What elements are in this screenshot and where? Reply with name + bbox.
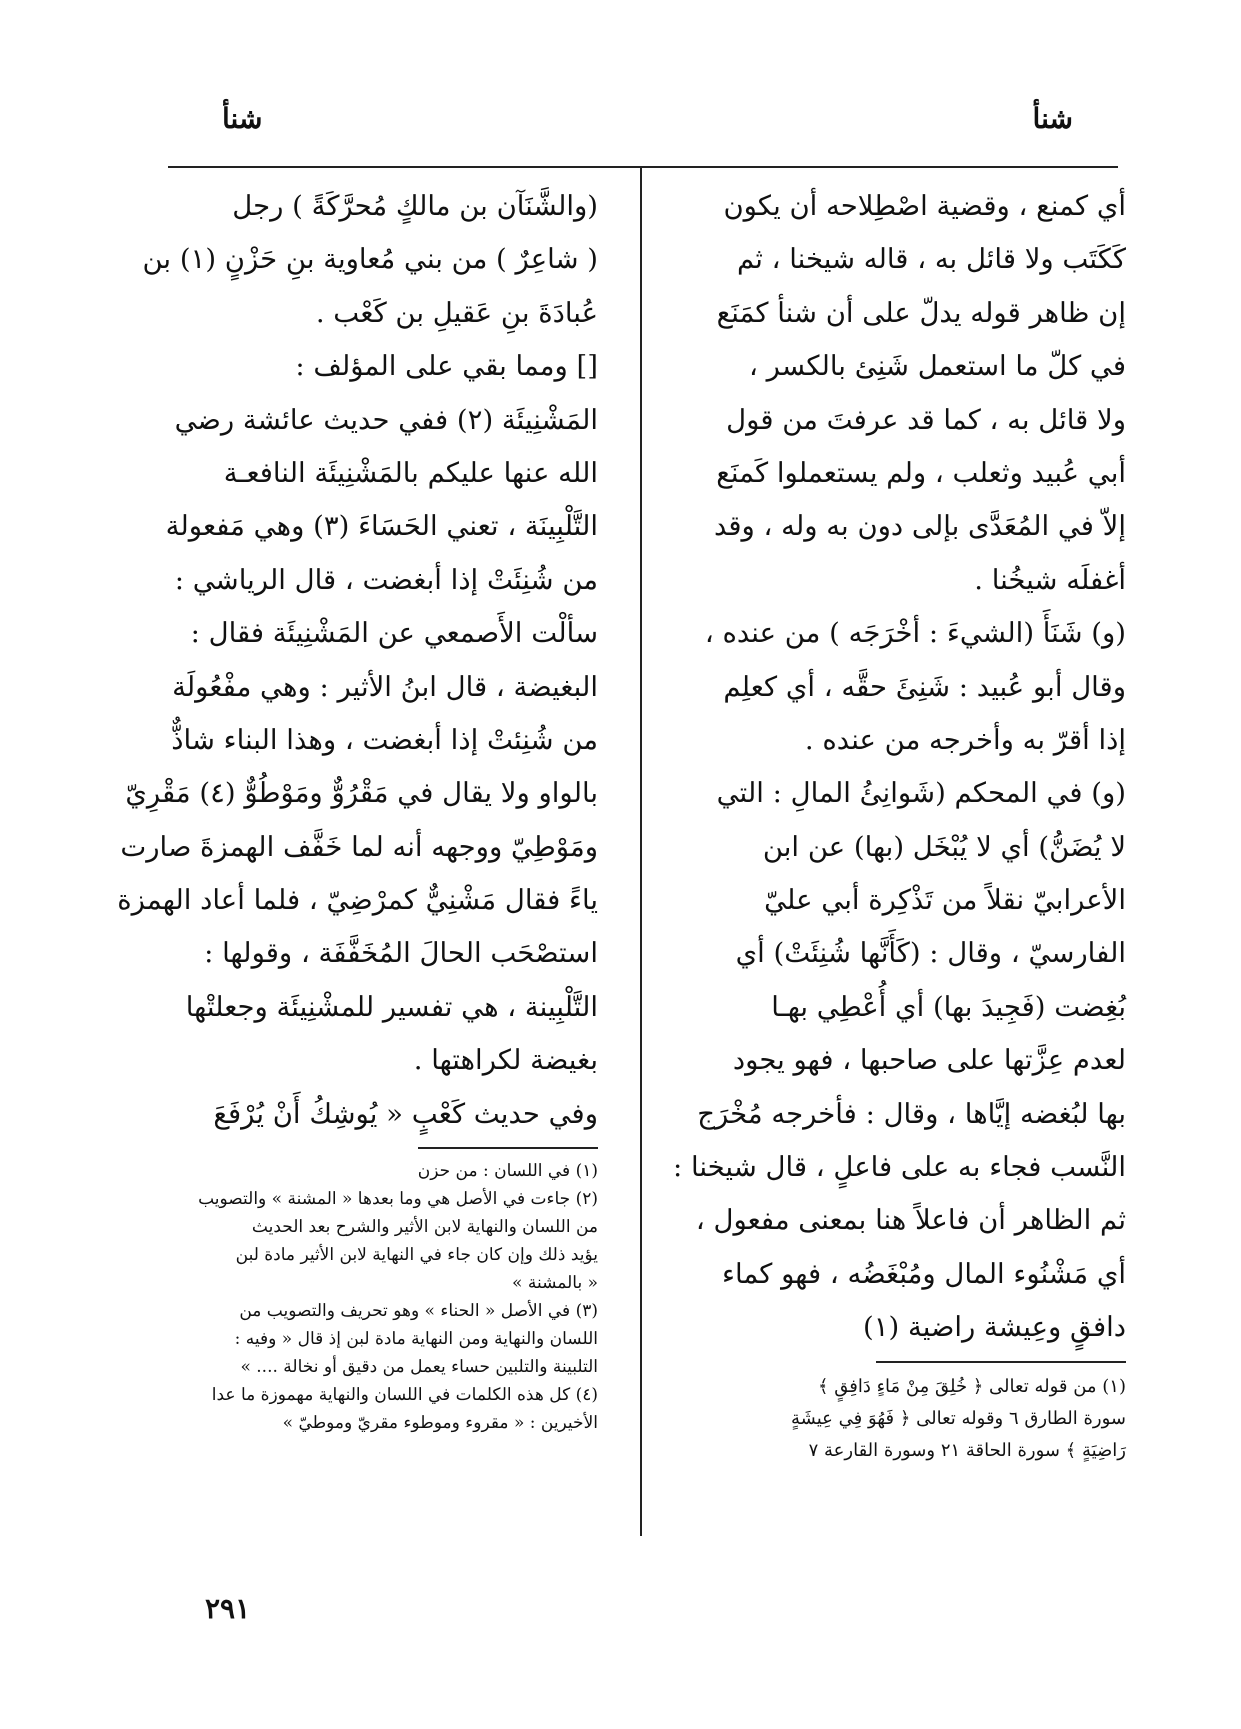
footnote-line: (٢) جاءت في الأصل هي وما بعدها « المشنة » والتصويب bbox=[198, 1189, 598, 1210]
text-line: دافقٍ وعِيشة راضية (١) bbox=[862, 1311, 1126, 1344]
text-line: (والشَّنَآن بن مالكٍ مُحرَّكَةً ) رجل bbox=[232, 190, 598, 222]
text-line: إذا أقرّ به وأخرجه من عنده . bbox=[804, 723, 1126, 756]
text-line: المَشْنِيئَة (٢) ففي حديث عائشة رضي bbox=[174, 403, 598, 436]
text-line: (و) في المحكم (شَوانِئُ المالِ : التي bbox=[716, 777, 1126, 810]
footnote-line: (٤) كل هذه الكلمات في اللسان والنهاية مهموزة ما عدا bbox=[211, 1385, 598, 1406]
text-line: أغفلَه شيخُنا . bbox=[974, 563, 1126, 596]
text-line: بغيضة لكراهتها . bbox=[413, 1044, 598, 1077]
text-line: [] ومما بقي على المؤلف : bbox=[295, 350, 598, 383]
text-line: التَّلْبِينَة ، تعني الحَسَاءَ (٣) وهي مَفعولة bbox=[165, 510, 598, 543]
text-line: من شُنِئتْ إذا أبغضت ، وهذا البناء شاذٌّ bbox=[171, 723, 598, 756]
text-line: أي مَشْنُوء المال ومُبْغَضُه ، فهو كماء bbox=[722, 1257, 1126, 1290]
text-line: في كلّ ما استعمل شَنِئ بالكسر ، bbox=[749, 350, 1126, 383]
text-line: ثم الظاهر أن فاعلاً هنا بمعنى مفعول ، bbox=[695, 1204, 1126, 1237]
text-line: من شُنِئَتْ إذا أبغضت ، قال الرياشي : bbox=[174, 563, 598, 596]
text-line: إن ظاهر قوله يدلّ على أن شنأ كمَنَع bbox=[716, 296, 1126, 329]
left-footnote-rule bbox=[418, 1147, 598, 1149]
footnote-line: (٣) في الأصل « الحناء » وهو تحريف والتصويب من bbox=[239, 1301, 598, 1322]
running-header-left: شنأ bbox=[222, 102, 263, 135]
text-line: وقال أبو عُبيد : شَنِئَ حقَّه ، أي كعلِم bbox=[723, 670, 1126, 703]
right-footnote-rule bbox=[876, 1361, 1126, 1363]
right-column-body bbox=[656, 180, 1126, 1355]
text-line: استصْحَب الحالَ المُخَفَّفَة ، وقولها : bbox=[204, 937, 598, 970]
text-line: عُبادَةَ بنِ عَقيلِ بن كَعْب . bbox=[315, 296, 598, 329]
right-column bbox=[656, 180, 1126, 1467]
running-header-right: شنأ bbox=[1032, 102, 1073, 135]
text-line: الله عنها عليكم بالمَشْنِيئَة النافعـة bbox=[223, 456, 598, 489]
footnote-line: (١) من قوله تعالى ﴿ خُلِقَ مِنْ مَاءٍ دَافِقٍ ﴾ bbox=[817, 1375, 1126, 1397]
text-line: ولا قائل به ، كما قد عرفتَ من قول bbox=[726, 403, 1126, 436]
left-column-body bbox=[117, 180, 598, 1141]
text-line: إلاّ في المُعَدَّى بإلى دون به وله ، وقد bbox=[713, 510, 1126, 543]
text-line: كَكَتَب ولا قائل به ، قاله شيخنا ، ثم bbox=[736, 243, 1126, 276]
text-line: بالواو ولا يقال في مَقْرُوٌّ ومَوْطُوٌّ (٤) مَقْرِيّ bbox=[125, 777, 598, 810]
right-footnotes bbox=[656, 1371, 1126, 1467]
footnote-line: رَاضِيَةٍ ﴾ سورة الحاقة ٢١ وسورة القارعة ٧ bbox=[808, 1439, 1126, 1461]
text-line: ياءً فقال مَشْنِيٌّ كمرْضِيّ ، فلما أعاد الهمزة bbox=[117, 884, 598, 917]
text-line: بها لبُغضه إيَّاها ، وقال : فأخرجه مُخْرَج bbox=[697, 1097, 1126, 1130]
footnote-line: « بالمشنة » bbox=[512, 1273, 598, 1294]
page-number: ٢٩١ bbox=[205, 1592, 251, 1625]
left-footnotes bbox=[148, 1157, 598, 1437]
text-line: وفي حديث كَعْبٍ « يُوشِكُ أَنْ يُرْفَعَ bbox=[213, 1097, 598, 1130]
text-line: الفارسيّ ، وقال : (كَأَنَّها شُنِئَتْ) أي bbox=[735, 937, 1126, 970]
footnote-line: يؤيد ذلك وإن كان جاء في النهاية لابن الأثير مادة لبن bbox=[235, 1245, 598, 1266]
header-rule bbox=[168, 166, 1118, 168]
left-column bbox=[117, 180, 598, 1437]
column-divider bbox=[640, 166, 642, 1536]
text-line: لعدم عِزَّتها على صاحبها ، فهو يجود bbox=[732, 1044, 1126, 1077]
text-line: الأعرابيّ نقلاً من تَذْكِرة أبي عليّ bbox=[764, 884, 1126, 917]
text-line: (و) شَنَأَ (الشيءَ : أخْرَجَه ) من عنده ، bbox=[704, 617, 1126, 650]
text-line: أبي عُبيد وثعلب ، ولم يستعملوا كَمنَع bbox=[716, 456, 1126, 489]
footnote-line: الأخيرين : « مقروء وموطوء مقريّ وموطيّ » bbox=[282, 1413, 598, 1434]
text-line: ( شاعِرٌ ) من بني مُعاوية بنِ حَزْنٍ (١) بن bbox=[142, 243, 598, 276]
footnote-line: من اللسان والنهاية لابن الأثير والشرح بعد الحديث bbox=[251, 1217, 598, 1238]
text-line: البغيضة ، قال ابنُ الأثير : وهي مفْعُولَة bbox=[172, 670, 598, 703]
text-line: لا يُضَنُّ) أي لا يُبْخَل (بها) عن ابن bbox=[762, 830, 1126, 863]
footnote-line: التلبينة والتلبين حساء يعمل من دقيق أو نخالة .... » bbox=[240, 1357, 598, 1378]
footnote-line: سورة الطارق ٦ وقوله تعالى ﴿ فَهُوَ فِي عِيشَةٍ bbox=[791, 1407, 1126, 1429]
text-line: بُغِضت (فَجِيدَ بها) أي أُعْطِي بهـا bbox=[771, 990, 1126, 1023]
text-line: النَّسب فجاء به على فاعلٍ ، قال شيخنا : bbox=[673, 1151, 1126, 1184]
text-line: سألْت الأَصمعي عن المَشْنِيئَة فقال : bbox=[190, 617, 598, 650]
footnote-line: اللسان والنهاية ومن النهاية مادة لبن إذ قال « وفيه : bbox=[234, 1329, 598, 1350]
text-line: التَّلْبِينة ، هي تفسير للمشْنِيئَة وجعلتْها bbox=[185, 990, 598, 1023]
text-line: أي كمنع ، وقضية اصْطِلاحه أن يكون bbox=[723, 190, 1126, 222]
footnote-line: (١) في اللسان : من حزن bbox=[417, 1161, 598, 1182]
text-line: ومَوْطِيّ ووجهه أنه لما خَفَّف الهمزةَ صارت bbox=[120, 830, 598, 863]
